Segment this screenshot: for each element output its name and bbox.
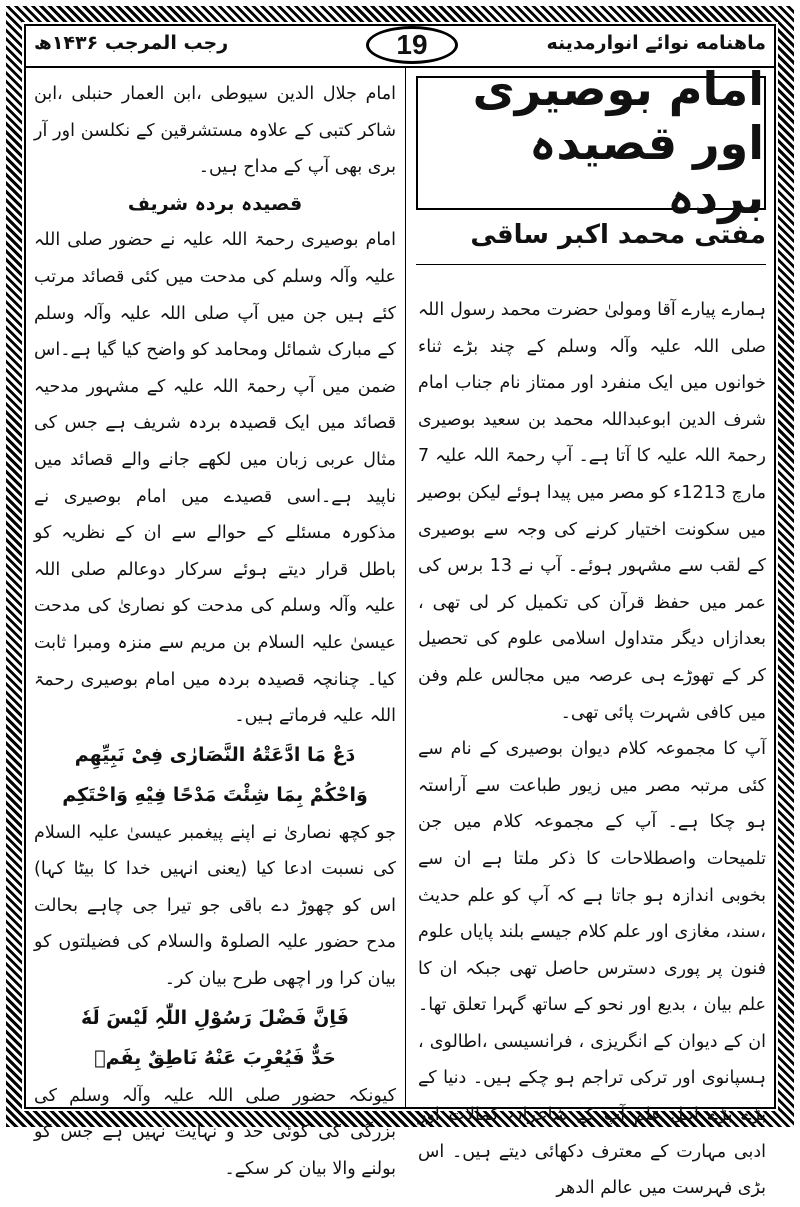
right-column bbox=[418, 292, 766, 1207]
page-number: 19 bbox=[366, 26, 458, 64]
article-title-box bbox=[416, 62, 766, 224]
left-column bbox=[34, 76, 396, 1187]
left-paragraph-2: امام بوصیری رحمۃ اللہ علیہ نے حضور صلی اللہ علیہ وآلہ وسلم کی مدحت میں کئی قصائد مرتب کئے ہیں جن میں آپ صلی اللہ علیہ وآلہ وسلم کے مبارک شمائل ومحامد کو واضح کیا گیا ہے۔اس ضمن میں آپ رحمۃ اللہ علیہ کے مشہور مدحیہ قصائد میں ایک قصیدہ بردہ شریف ہے جس کی مثال عربی زبان میں لکھے جانے والے قصائد میں ناپید ہے۔اسی قصیدے میں امام بوصیری نے مذکورہ مسئلے کے حوالے سے ان کے نظریہ کو باطل قرار دیتے ہوئے سرکار دوعالم صلی اللہ علیہ وآلہ وسلم کی مدحت کو نصاریٰ کی مدحت عیسیٰ علیہ السلام بن مریم سے منزہ ومبرا ثابت کیا۔ چنانچہ قصیدہ بردہ میں امام بوصیری رحمۃ اللہ علیہ فرماتے ہیں۔ bbox=[34, 230, 396, 727]
issue-date: رجب المرجب ۱۴۳۶ھ bbox=[34, 32, 229, 54]
author-rule bbox=[416, 264, 766, 265]
section-subheading: قصیدہ بردہ شریف bbox=[127, 192, 303, 215]
right-paragraph-1: ہمارے پیارے آقا ومولیٰ حضرت محمد رسول اللہ صلی اللہ علیہ وآلہ وسلم کے چند بڑے ثناء خوانوں میں ایک منفرد اور ممتاز نام جناب امام شرف الدین ابوعبداللہ محمد بن سعید بوصیری رحمۃ اللہ علیہ کا آتا ہے۔ آپ رحمۃ اللہ علیہ 7 مارچ 1213ء کو مصر میں پیدا ہوئے لیکن بوصیر میں سکونت اختیار کرنے کی وجہ سے بوصیری کے لقب سے مشہور ہوئے۔ آپ نے 13 برس کی عمر میں حفظ قرآن کی تکمیل کر لی تھی ، بعدازاں دیگر متداول اسلامی علوم کی تحصیل کر کے تھوڑے ہی عرصہ میں مجالس علم وفن میں کافی شہرت پائی تھی۔ bbox=[418, 300, 766, 723]
left-paragraph-4: کیونکہ حضور صلی اللہ علیہ وآلہ وسلم کی بزرگی کی کوئی حد و نہایت نہیں ہے جس کو بولنے والا بیان کر سکے۔ bbox=[34, 1085, 396, 1179]
right-paragraph-2: آپ کا مجموعہ کلام دیوان بوصیری کے نام سے کئی مرتبہ مصر میں زیور طباعت سے آراستہ ہو چکا ہے۔ آپ کے مجموعہ کلام میں جن تلمیحات واصطلاحات کا ذکر ملتا ہے ان سے بخوبی اندازہ ہو جاتا ہے کہ آپ کو علم حدیث ،سند، مغازی اور علم کلام جیسے بلند پایاں علوم فنون پر پوری دسترس حاصل تھی جبکہ ان کا علم بیان ، بدیع اور نحو کے ساتھ گہرا تعلق تھا۔ ان کے دیوان کے انگریزی ، فرانسیسی ،اطالوی ، ہسپانوی اور ترکی تراجم ہو چکے ہیں۔ دنیا کے بڑے بڑے اہل علم آپ کے شاعرانہ کمالات اور ادبی مہارت کے معترف دکھائی دیتے ہیں۔ اس بڑی فہرست میں عالم الدھر bbox=[418, 739, 766, 1199]
left-paragraph-3: جو کچھ نصاریٰ نے اپنے پیغمبر عیسیٰ علیہ السلام کی نسبت ادعا کیا (یعنی انہیں خدا کا بیٹا کہا) اس کو چھوڑ دے باقی جو تیرا جی چاہے بحالت مدح حضور علیہ الصلوۃ والسلام کی فضیلتوں کو بیان کرا ور اچھی طرح بیان کر۔ bbox=[34, 822, 396, 990]
verse-2-line-1: فَاِنَّ فَضْلَ رَسُوْلِ اللّٰہِ لَیْسَ لَهٗ bbox=[81, 1006, 349, 1029]
verse-2-line-2: حَدٌّ فَیُعْرِبَ عَنْهُ نَاطِقٌ بِفَمٖ bbox=[94, 1046, 336, 1069]
article-title: امام بوصیری اور قصیدہ بردہ bbox=[472, 62, 764, 224]
column-divider bbox=[405, 68, 406, 1108]
verse-1-line-1: دَعْ مَا ادَّعَتْهُ النَّصَارٰی فِیْ نَبِیِّهِم bbox=[74, 743, 356, 766]
verse-1-line-2: وَاحْکُمْ بِمَا شِئْتَ مَدْحًا فِیْهِ وَاحْتَکِم bbox=[62, 783, 368, 806]
left-paragraph-1: امام جلال الدین سیوطی ،ابن العمار حنبلی ،ابن شاکر کتبی کے علاوہ مستشرقین کے نکلسن اور آر بری بھی آپ کے مداح ہیں۔ bbox=[34, 84, 396, 178]
magazine-name: ماهنامه نوائے انوارمدینه bbox=[546, 32, 766, 54]
author-name: مفتی محمد اکبر ساقی bbox=[470, 220, 766, 250]
page-header bbox=[26, 26, 774, 66]
